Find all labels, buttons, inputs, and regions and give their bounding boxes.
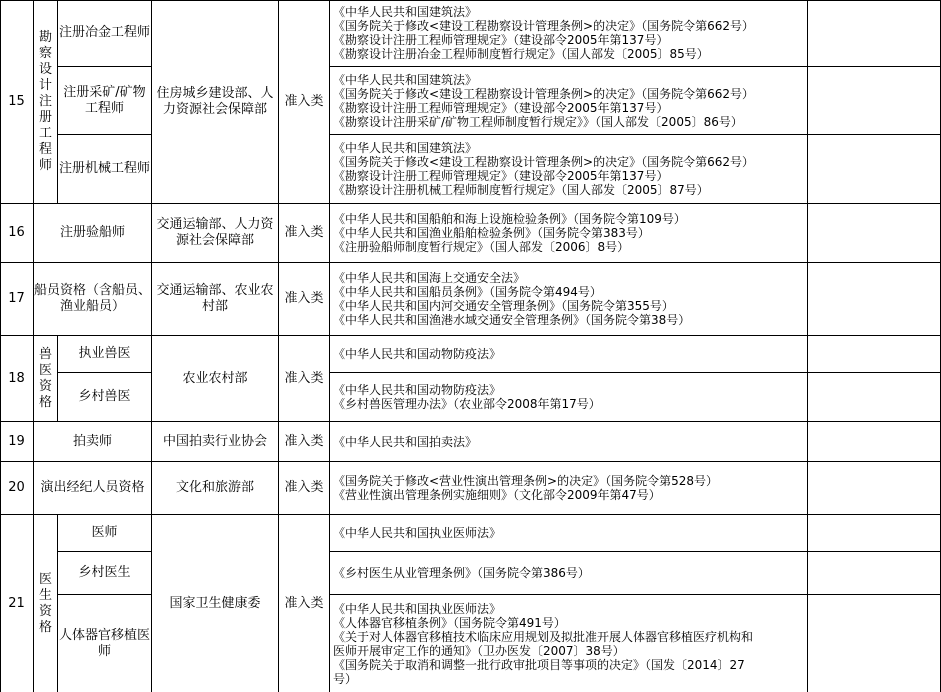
type-label: 准入类 <box>284 93 324 109</box>
category-char: 工 <box>38 125 52 141</box>
remark-cell <box>808 336 941 373</box>
basis-item: 《营业性演出管理条例实施细则》（文化部令2009年第47号） <box>333 488 661 502</box>
category-char: 医 <box>38 362 52 378</box>
sub-name-cell <box>58 373 152 422</box>
category-label <box>39 572 52 636</box>
basis-list <box>333 474 718 502</box>
type-cell <box>279 263 330 336</box>
basis-list <box>333 271 690 327</box>
remark-cell <box>808 595 941 692</box>
basis-item: 《国务院关于修改<建设工程勘察设计管理条例>的决定》（国务院令第662号） <box>333 19 755 33</box>
dept-name: 交通运输部、人力资源社会保障部 <box>156 217 274 248</box>
qualification-name: 注册验船师 <box>59 225 125 240</box>
category-char: 勘 <box>38 29 52 45</box>
category-char: 格 <box>38 619 52 635</box>
basis-list <box>333 383 601 411</box>
basis-item: 《勘察设计注册机械工程师制度暂行规定》（国人部发〔2005〕87号） <box>333 183 709 197</box>
category-char: 医 <box>38 571 52 587</box>
basis-item: 《国务院关于修改<建设工程勘察设计管理条例>的决定》（国务院令第662号） <box>333 86 755 101</box>
basis-list <box>333 566 590 580</box>
basis-cell <box>330 336 808 373</box>
dept-cell <box>152 263 279 336</box>
category-cell <box>34 336 58 422</box>
row-number: 15 <box>0 0 34 204</box>
row-number: 19 <box>0 422 34 462</box>
type-label: 准入类 <box>284 225 324 240</box>
dept-cell <box>152 336 279 422</box>
basis-cell <box>330 263 808 336</box>
basis-item: 《关于对人体器官移植技术临床应用规划及拟批准开展人体器官移植医疗机构和 <box>333 629 754 644</box>
type-label: 准入类 <box>284 291 324 306</box>
category-cell <box>34 515 58 692</box>
type-cell <box>279 422 330 462</box>
dept-name: 农业农村部 <box>182 370 248 386</box>
basis-item: 《勘察设计注册采矿/矿物工程师制度暂行规定》》（国人部发〔2005〕86号） <box>333 114 743 129</box>
sub-name-cell <box>58 135 152 204</box>
sub-name: 注册机械工程师 <box>58 161 150 176</box>
sub-name-cell <box>58 595 152 692</box>
basis-item: 《中华人民共和国渔港水域交通安全管理条例》（国务院令第38号） <box>333 313 691 327</box>
row-number: 18 <box>0 336 34 422</box>
dept-cell <box>152 204 279 263</box>
name-cell <box>34 263 152 336</box>
basis-item: 《中华人民共和国建筑法》 <box>333 72 478 87</box>
type-cell <box>279 0 330 204</box>
basis-item: 《中华人民共和国建筑法》 <box>333 141 478 155</box>
basis-item: 《中华人民共和国拍卖法》 <box>333 434 478 449</box>
basis-cell <box>330 0 808 67</box>
remark-cell <box>808 422 941 462</box>
category-cell <box>34 0 58 204</box>
dept-cell <box>152 515 279 692</box>
basis-item: 《人体器官移植条例》（国务院令第491号） <box>333 615 566 630</box>
basis-cell <box>330 135 808 204</box>
dept-name: 交通运输部、农业农村部 <box>156 283 274 314</box>
basis-list <box>333 526 501 540</box>
category-label <box>39 30 52 174</box>
remark-cell <box>808 263 941 336</box>
dept-name: 文化和旅游部 <box>175 480 254 495</box>
sub-name-cell <box>58 67 152 135</box>
qualification-name: 拍卖师 <box>72 433 112 449</box>
basis-item: 《中华人民共和国执业医师法》 <box>333 526 502 540</box>
name-cell <box>34 422 152 462</box>
remark-cell <box>808 515 941 552</box>
basis-item: 《中华人民共和国建筑法》 <box>333 5 478 19</box>
basis-item: 号） <box>333 671 358 686</box>
basis-cell <box>330 204 808 263</box>
basis-item: 《中华人民共和国动物防疫法》 <box>333 347 502 361</box>
type-label: 准入类 <box>284 595 324 611</box>
sub-name: 医师 <box>91 525 118 540</box>
basis-item: 《中华人民共和国船员条例》（国务院令第494号） <box>333 285 602 299</box>
sub-name-cell <box>58 515 152 552</box>
basis-list <box>333 141 754 197</box>
sub-name-cell <box>58 336 152 373</box>
type-cell <box>279 336 330 422</box>
category-char: 兽 <box>38 346 52 362</box>
dept-name: 国家卫生健康委 <box>169 595 261 611</box>
category-char: 设 <box>38 61 52 77</box>
dept-name: 中国拍卖行业协会 <box>162 433 267 449</box>
type-label: 准入类 <box>284 480 324 495</box>
sub-name: 注册冶金工程师 <box>58 25 150 40</box>
basis-item: 《中华人民共和国渔业船舶检验条例》（国务院令第383号） <box>333 226 650 240</box>
qualification-name: 船员资格（含船员、渔业船员） <box>34 283 152 314</box>
category-label <box>39 347 52 411</box>
sub-name: 乡村兽医 <box>78 389 131 404</box>
basis-list <box>333 73 754 129</box>
type-label: 准入类 <box>284 370 324 386</box>
basis-cell <box>330 462 808 515</box>
basis-item: 《中华人民共和国动物防疫法》 <box>333 383 502 397</box>
basis-cell <box>330 595 808 692</box>
dept-cell <box>152 462 279 515</box>
category-char: 察 <box>38 45 52 61</box>
remark-cell <box>808 552 941 595</box>
basis-list <box>333 347 501 361</box>
basis-cell <box>330 373 808 422</box>
sub-name: 执业兽医 <box>78 346 131 361</box>
sub-name-cell <box>58 552 152 595</box>
basis-item: 医师开展审定工作的通知》（卫办医发〔2007〕38号） <box>333 643 625 658</box>
category-char: 程 <box>38 141 52 157</box>
category-char: 册 <box>38 109 52 125</box>
type-cell <box>279 204 330 263</box>
type-cell <box>279 462 330 515</box>
type-cell <box>279 515 330 692</box>
basis-item: 《注册验船师制度暂行规定》（国人部发〔2006〕8号） <box>333 240 630 254</box>
category-char: 生 <box>38 587 52 603</box>
remark-cell <box>808 462 941 515</box>
row-number: 17 <box>0 263 34 336</box>
row-number: 20 <box>0 462 34 515</box>
category-char: 师 <box>38 157 52 173</box>
sub-name: 注册采矿/矿物工程师 <box>63 84 146 116</box>
basis-item: 《乡村医生从业管理条例》（国务院令第386号） <box>333 566 590 580</box>
category-char: 注 <box>38 93 52 109</box>
basis-cell <box>330 552 808 595</box>
remark-cell <box>808 373 941 422</box>
basis-cell <box>330 422 808 462</box>
basis-item: 《勘察设计注册工程师管理规定》（建设部令2005年第137号） <box>333 100 669 115</box>
sub-name: 乡村医生 <box>78 565 131 580</box>
remark-cell <box>808 135 941 204</box>
row-number: 16 <box>0 204 34 263</box>
name-cell <box>34 462 152 515</box>
category-char: 资 <box>38 603 52 619</box>
sub-name-cell <box>58 0 152 67</box>
category-char: 计 <box>38 77 52 93</box>
dept-cell <box>152 422 279 462</box>
name-cell <box>34 204 152 263</box>
basis-item: 《勘察设计注册工程师管理规定》（建设部令2005年第137号） <box>333 169 669 183</box>
qualification-name: 演出经纪人员资格 <box>40 480 145 495</box>
category-char: 资 <box>38 378 52 394</box>
remark-cell <box>808 204 941 263</box>
remark-cell <box>808 0 941 67</box>
basis-item: 《勘察设计注册冶金工程师制度暂行规定》（国人部发〔2005〕85号） <box>333 47 709 61</box>
basis-item: 《乡村兽医管理办法》（农业部令2008年第17号） <box>333 397 601 411</box>
basis-cell <box>330 515 808 552</box>
basis-item: 《国务院关于修改<营业性演出管理条例>的决定》（国务院令第528号） <box>333 474 719 488</box>
basis-list <box>333 212 686 254</box>
basis-item: 《中华人民共和国内河交通安全管理条例》（国务院令第355号） <box>333 299 674 313</box>
type-label: 准入类 <box>284 433 324 449</box>
basis-list <box>333 602 753 686</box>
basis-cell <box>330 67 808 135</box>
basis-item: 《中华人民共和国海上交通安全法》 <box>333 271 526 285</box>
remark-cell <box>808 67 941 135</box>
category-char: 格 <box>38 394 52 410</box>
dept-cell <box>152 0 279 204</box>
basis-item: 《勘察设计注册工程师管理规定》（建设部令2005年第137号） <box>333 33 669 47</box>
basis-item: 《国务院关于取消和调整一批行政审批项目等事项的决定》（国发〔2014〕27 <box>333 657 745 672</box>
basis-list <box>333 435 477 449</box>
row-number: 21 <box>0 515 34 692</box>
sub-name: 人体器官移植医师 <box>58 627 150 659</box>
dept-name: 住房城乡建设部、人力资源社会保障部 <box>156 85 274 117</box>
basis-item: 《中华人民共和国船舶和海上设施检验条例》（国务院令第109号） <box>333 212 686 226</box>
basis-item: 《国务院关于修改<建设工程勘察设计管理条例>的决定》（国务院令第662号） <box>333 155 755 169</box>
basis-item: 《中华人民共和国执业医师法》 <box>333 601 502 616</box>
basis-list <box>333 5 754 61</box>
